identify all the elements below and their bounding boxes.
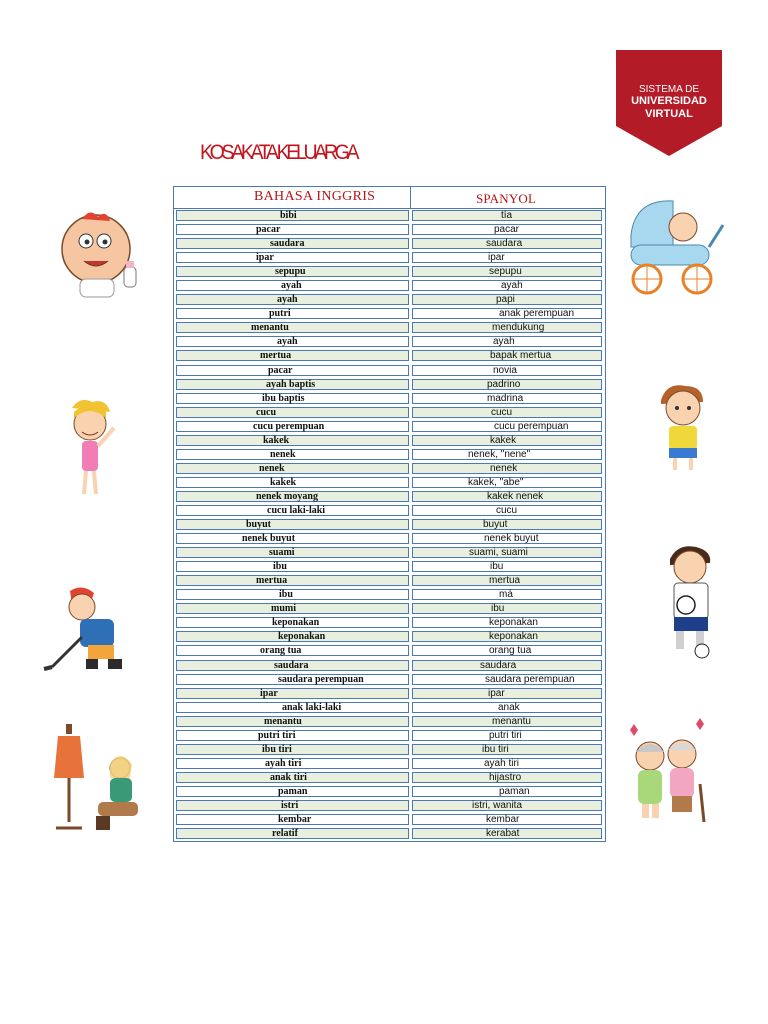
english-term: kakek xyxy=(263,434,290,446)
english-term: pacar xyxy=(256,224,281,236)
spanish-cell xyxy=(412,252,602,263)
table-row xyxy=(174,546,605,560)
english-term: keponakan xyxy=(272,617,320,629)
english-term: saudara xyxy=(274,659,309,671)
spanish-term: ayah tiri xyxy=(484,757,520,769)
table-row xyxy=(174,799,605,813)
english-term: paman xyxy=(278,785,308,797)
spanish-term: nenek xyxy=(490,462,518,474)
english-term: cucu xyxy=(256,406,276,418)
english-term: mertua xyxy=(256,575,288,587)
hockey-kid-icon xyxy=(42,585,138,677)
table-row xyxy=(174,602,605,616)
english-term: saudara perempuan xyxy=(278,673,364,685)
table-row xyxy=(174,307,605,321)
table-row xyxy=(174,715,605,729)
english-cell xyxy=(176,350,409,361)
spanish-cell xyxy=(412,561,602,572)
english-cell xyxy=(176,519,409,530)
spanish-term: papi xyxy=(496,294,515,306)
girl-icon xyxy=(62,396,124,498)
english-term: menantu xyxy=(251,322,289,334)
spanish-cell xyxy=(412,688,602,699)
column-header-english: BAHASA INGGRIS xyxy=(254,189,376,204)
spanish-term: cucu perempuan xyxy=(494,420,569,432)
english-term: anak laki-laki xyxy=(282,701,342,713)
english-cell xyxy=(176,224,409,235)
spanish-term: saudara xyxy=(480,659,517,671)
spanish-term: saudara xyxy=(486,238,523,250)
table-row xyxy=(174,293,605,307)
table-row xyxy=(174,771,605,785)
english-term: ipar xyxy=(260,687,278,699)
table-row xyxy=(174,729,605,743)
spanish-term: ibu xyxy=(491,603,505,615)
spanish-term: madrina xyxy=(487,392,524,404)
english-term: ayah xyxy=(281,280,302,292)
english-term: istri xyxy=(281,799,299,811)
english-term: ayah xyxy=(277,336,298,348)
english-term: saudara xyxy=(270,238,305,250)
english-term: putri xyxy=(269,308,291,320)
spanish-term: paman xyxy=(499,785,530,797)
english-term: orang tua xyxy=(260,645,302,657)
thinking-boy-icon xyxy=(653,382,711,474)
table-row xyxy=(174,420,605,434)
english-cell xyxy=(176,561,409,572)
spanish-term: keponakan xyxy=(489,631,538,643)
english-term: ibu xyxy=(273,561,287,573)
english-term: keponakan xyxy=(278,631,326,643)
spanish-term: nenek buyut xyxy=(484,533,539,545)
spanish-term: pacar xyxy=(494,224,520,236)
table-row xyxy=(174,560,605,574)
spanish-term: hijastro xyxy=(489,771,522,783)
table-row xyxy=(174,448,605,462)
table-row xyxy=(174,687,605,701)
english-term: anak tiri xyxy=(270,771,307,783)
column-header-spanish: SPANYOL xyxy=(476,191,537,206)
table-row xyxy=(174,251,605,265)
english-term: nenek moyang xyxy=(256,490,318,502)
table-row xyxy=(174,616,605,630)
english-cell xyxy=(176,435,409,446)
spanish-cell xyxy=(412,603,602,614)
english-term: relatif xyxy=(272,828,298,840)
english-term: ibu baptis xyxy=(262,392,305,404)
table-row xyxy=(174,813,605,827)
spanish-term: ayah xyxy=(493,336,515,348)
table-row xyxy=(174,378,605,392)
table-row xyxy=(174,237,605,251)
grandparents-icon xyxy=(610,718,722,832)
seamstress-icon xyxy=(48,718,148,836)
english-term: ipar xyxy=(256,252,274,264)
spanish-term: buyut xyxy=(483,519,508,531)
table-row xyxy=(174,673,605,687)
spanish-term: saudara perempuan xyxy=(485,673,575,685)
english-term: ibu xyxy=(279,589,293,601)
spanish-term: má xyxy=(499,589,513,601)
english-term: menantu xyxy=(264,715,302,727)
badge-line-1: SISTEMA DE xyxy=(638,84,700,95)
badge-line-3: VIRTUAL xyxy=(645,108,693,120)
table-row xyxy=(174,265,605,279)
english-term: nenek buyut xyxy=(242,533,296,545)
spanish-term: kakek nenek xyxy=(487,490,544,502)
table-row xyxy=(174,659,605,673)
table-row xyxy=(174,532,605,546)
english-term: kakek xyxy=(270,476,297,488)
spanish-term: tía xyxy=(501,210,513,221)
soccer-boy-icon xyxy=(662,543,718,659)
english-term: nenek xyxy=(259,462,285,474)
english-term: mumi xyxy=(271,603,296,615)
spanish-term: anak xyxy=(498,701,520,713)
table-row xyxy=(174,743,605,757)
spanish-term: mertua xyxy=(489,575,521,587)
badge-line-2: UNIVERSIDAD xyxy=(631,95,707,107)
table-row xyxy=(174,364,605,378)
english-cell xyxy=(176,252,409,263)
spanish-term: kembar xyxy=(486,814,520,826)
spanish-term: mendukung xyxy=(492,322,545,334)
english-cell xyxy=(176,407,409,418)
english-cell xyxy=(176,322,409,333)
baby-stroller-icon xyxy=(625,197,727,297)
english-term: cucu laki-laki xyxy=(267,504,326,516)
english-cell xyxy=(176,308,409,319)
table-row xyxy=(174,279,605,293)
table-row xyxy=(174,757,605,771)
english-term: kembar xyxy=(278,814,312,826)
spanish-term: kakek, "abe" xyxy=(468,476,524,488)
spanish-term: kerabat xyxy=(486,828,520,840)
english-term: sepupu xyxy=(275,266,306,278)
table-row xyxy=(174,392,605,406)
table-row xyxy=(174,223,605,237)
spanish-term: sepupu xyxy=(489,266,522,278)
baby-icon xyxy=(38,205,150,305)
table-row xyxy=(174,504,605,518)
spanish-term: ibu xyxy=(490,561,504,573)
table-row xyxy=(174,518,605,532)
spanish-term: orang tua xyxy=(489,645,532,657)
table-header xyxy=(174,187,605,209)
english-term: bibi xyxy=(280,210,297,221)
spanish-term: ipar xyxy=(488,687,505,699)
spanish-term: ibu tiri xyxy=(482,743,509,755)
table-row xyxy=(174,462,605,476)
english-term: ayah baptis xyxy=(266,378,316,390)
spanish-term: ipar xyxy=(488,252,505,264)
spanish-term: anak perempuan xyxy=(499,308,575,320)
english-cell xyxy=(176,365,409,376)
spanish-term: ayah xyxy=(501,280,523,292)
english-term: buyut xyxy=(246,519,272,531)
table-row xyxy=(174,476,605,490)
table-row xyxy=(174,827,605,841)
spanish-term: putri tiri xyxy=(489,729,522,741)
spanish-term: novia xyxy=(493,364,517,376)
table-row xyxy=(174,574,605,588)
vocabulary-table xyxy=(173,186,606,842)
spanish-term: keponakan xyxy=(489,617,538,629)
university-logo xyxy=(616,50,722,156)
table-row xyxy=(174,785,605,799)
page-title: KOSAKATA KELUARGA xyxy=(200,141,357,164)
english-term: ibu tiri xyxy=(262,743,292,755)
table-row xyxy=(174,209,605,223)
spanish-term: istri, wanita xyxy=(472,799,523,811)
table-row xyxy=(174,644,605,658)
english-term: ayah xyxy=(277,294,298,306)
table-row xyxy=(174,434,605,448)
english-term: nenek xyxy=(270,448,296,460)
table-body xyxy=(174,209,605,841)
english-cell xyxy=(176,575,409,586)
table-row xyxy=(174,321,605,335)
english-term: cucu perempuan xyxy=(253,420,325,432)
spanish-term: bapak mertua xyxy=(490,350,552,362)
table-row xyxy=(174,588,605,602)
english-term: pacar xyxy=(268,364,293,376)
table-row xyxy=(174,490,605,504)
spanish-term: kakek xyxy=(490,434,517,446)
table-row xyxy=(174,701,605,715)
table-row xyxy=(174,349,605,363)
english-cell xyxy=(176,463,409,474)
english-cell xyxy=(176,744,409,755)
english-cell xyxy=(176,688,409,699)
spanish-term: suami, suami xyxy=(469,547,528,559)
english-term: mertua xyxy=(260,350,292,362)
spanish-term: nenek, "nene" xyxy=(468,448,531,460)
spanish-term: padrino xyxy=(487,378,521,390)
english-term: suami xyxy=(269,547,295,559)
spanish-term: cucu xyxy=(496,504,518,516)
table-row xyxy=(174,406,605,420)
table-row xyxy=(174,335,605,349)
spanish-term: cucu xyxy=(491,406,513,418)
english-term: putri tiri xyxy=(258,729,296,741)
english-term: ayah tiri xyxy=(265,757,302,769)
spanish-term: menantu xyxy=(492,715,531,727)
table-row xyxy=(174,630,605,644)
